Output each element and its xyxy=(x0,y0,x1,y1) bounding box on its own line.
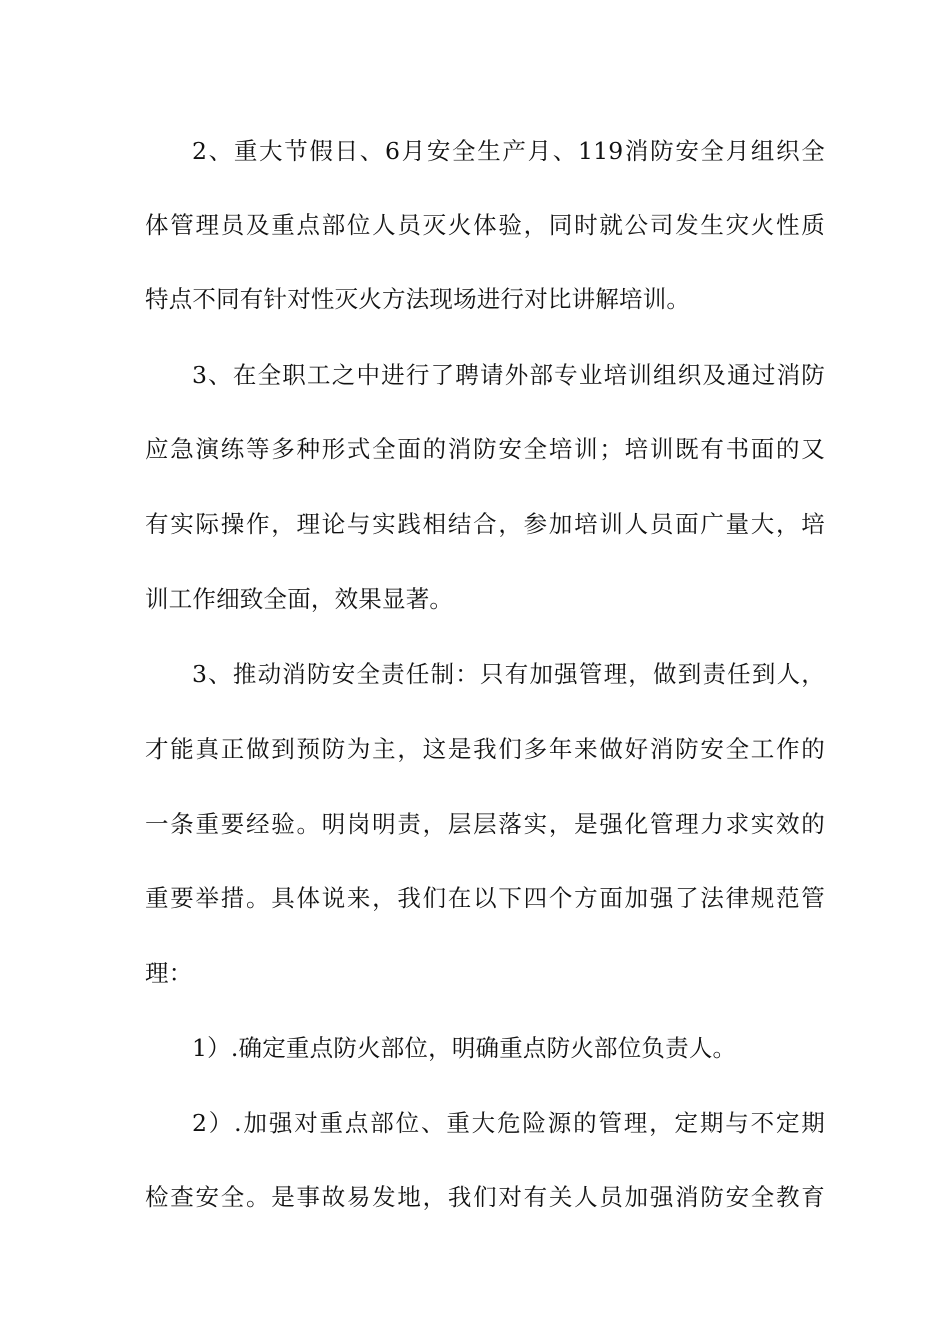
paragraph-2-line-1: 2、重大节假日、6月安全生产月、119消防安全月组织全 xyxy=(192,137,825,165)
item-2-line-1: 2）.加强对重点部位、重大危险源的管理，定期与不定期 xyxy=(192,1109,825,1137)
paragraph-3b-line-4: 重要举措。具体说来，我们在以下四个方面加强了法律规范管 xyxy=(145,884,825,912)
paragraph-3b-line-1: 3、推动消防安全责任制：只有加强管理，做到责任到人， xyxy=(192,660,825,688)
paragraph-3a-line-2: 应急演练等多种形式全面的消防安全培训；培训既有书面的又 xyxy=(145,435,825,463)
paragraph-3a-line-1: 3、在全职工之中进行了聘请外部专业培训组织及通过消防 xyxy=(192,361,825,389)
item-1-line-1: 1）.确定重点防火部位，明确重点防火部位负责人。 xyxy=(192,1034,737,1062)
paragraph-2-line-3: 特点不同有针对性灭火方法现场进行对比讲解培训。 xyxy=(145,285,691,313)
paragraph-3b-line-5: 理： xyxy=(145,959,193,987)
paragraph-3a-line-3: 有实际操作，理论与实践相结合，参加培训人员面广量大，培 xyxy=(145,510,825,538)
item-2-line-2: 检查安全。是事故易发地，我们对有关人员加强消防安全教育 xyxy=(145,1183,825,1211)
paragraph-3b-line-2: 才能真正做到预防为主，这是我们多年来做好消防安全工作的 xyxy=(145,735,825,763)
paragraph-2-line-2: 体管理员及重点部位人员灭火体验，同时就公司发生灾火性质 xyxy=(145,211,825,239)
paragraph-3a-line-4: 训工作细致全面，效果显著。 xyxy=(145,585,454,613)
paragraph-3b-line-3: 一条重要经验。明岗明责，层层落实，是强化管理力求实效的 xyxy=(145,810,825,838)
